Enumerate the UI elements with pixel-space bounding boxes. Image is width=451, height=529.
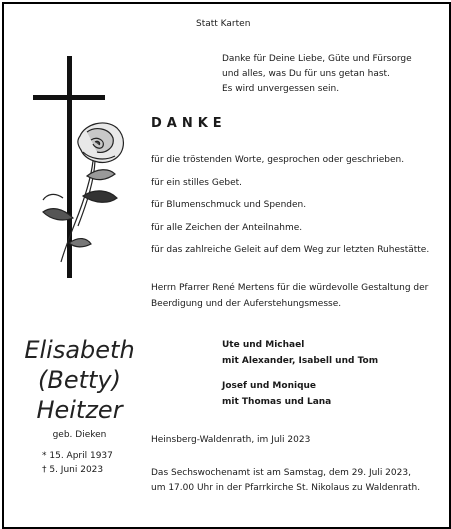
deceased-first-name: Elisabeth	[24, 336, 135, 364]
family-group-2	[222, 378, 331, 410]
thanks-item-3: für Blumenschmuck und Spenden.	[151, 200, 307, 210]
thanks-heading: DANKE	[151, 116, 227, 131]
thanks-item-4: für alle Zeichen der Anteilnahme.	[151, 223, 303, 233]
thanks-intro-line-2: und alles, was Du für uns getan hast.	[222, 69, 390, 79]
death-date: † 5. Juni 2023	[42, 465, 104, 475]
place-date: Heinsberg-Waldenrath, im Juli 2023	[151, 435, 311, 445]
birth-name: geb. Dieken	[52, 430, 107, 440]
thanks-intro-line-1: Danke für Deine Liebe, Güte und Fürsorge	[222, 54, 412, 64]
header-title: Statt Karten	[196, 19, 251, 29]
thanks-item-2: für ein stilles Gebet.	[151, 178, 242, 188]
thanks-item-6: Herrn Pfarrer René Mertens für die würdevolle Gestaltung der Beerdigung und der Auferstehungsmesse.	[151, 283, 429, 309]
birth-date: * 15. April 1937	[42, 451, 113, 461]
life-dates	[42, 449, 113, 477]
rose-icon	[43, 123, 123, 262]
thanks-intro	[222, 52, 412, 97]
family-group-1-line-2: mit Alexander, Isabell und Tom	[222, 356, 379, 366]
thanks-item-1: für die tröstenden Worte, gesprochen oder geschrieben.	[151, 155, 405, 165]
deceased-last-name: Heitzer	[36, 396, 123, 424]
family-group-2-line-1: Josef und Monique	[222, 381, 317, 391]
mass-notice-line-2: um 17.00 Uhr in der Pfarrkirche St. Nikolaus zu Waldenrath.	[151, 483, 421, 493]
family-group-1-line-1: Ute und Michael	[222, 340, 305, 350]
mass-notice	[151, 466, 420, 496]
mass-notice-line-1: Das Sechswochenamt ist am Samstag, dem 29. Juli 2023,	[151, 468, 411, 478]
family-group-1	[222, 337, 378, 369]
thanks-item-5: für das zahlreiche Geleit auf dem Weg zur letzten Ruhestätte.	[151, 245, 430, 255]
cross-rose-artwork	[25, 48, 135, 278]
thanks-intro-line-3: Es wird unvergessen sein.	[222, 84, 340, 94]
family-group-2-line-2: mit Thomas und Lana	[222, 397, 332, 407]
deceased-nickname: (Betty)	[38, 366, 121, 394]
